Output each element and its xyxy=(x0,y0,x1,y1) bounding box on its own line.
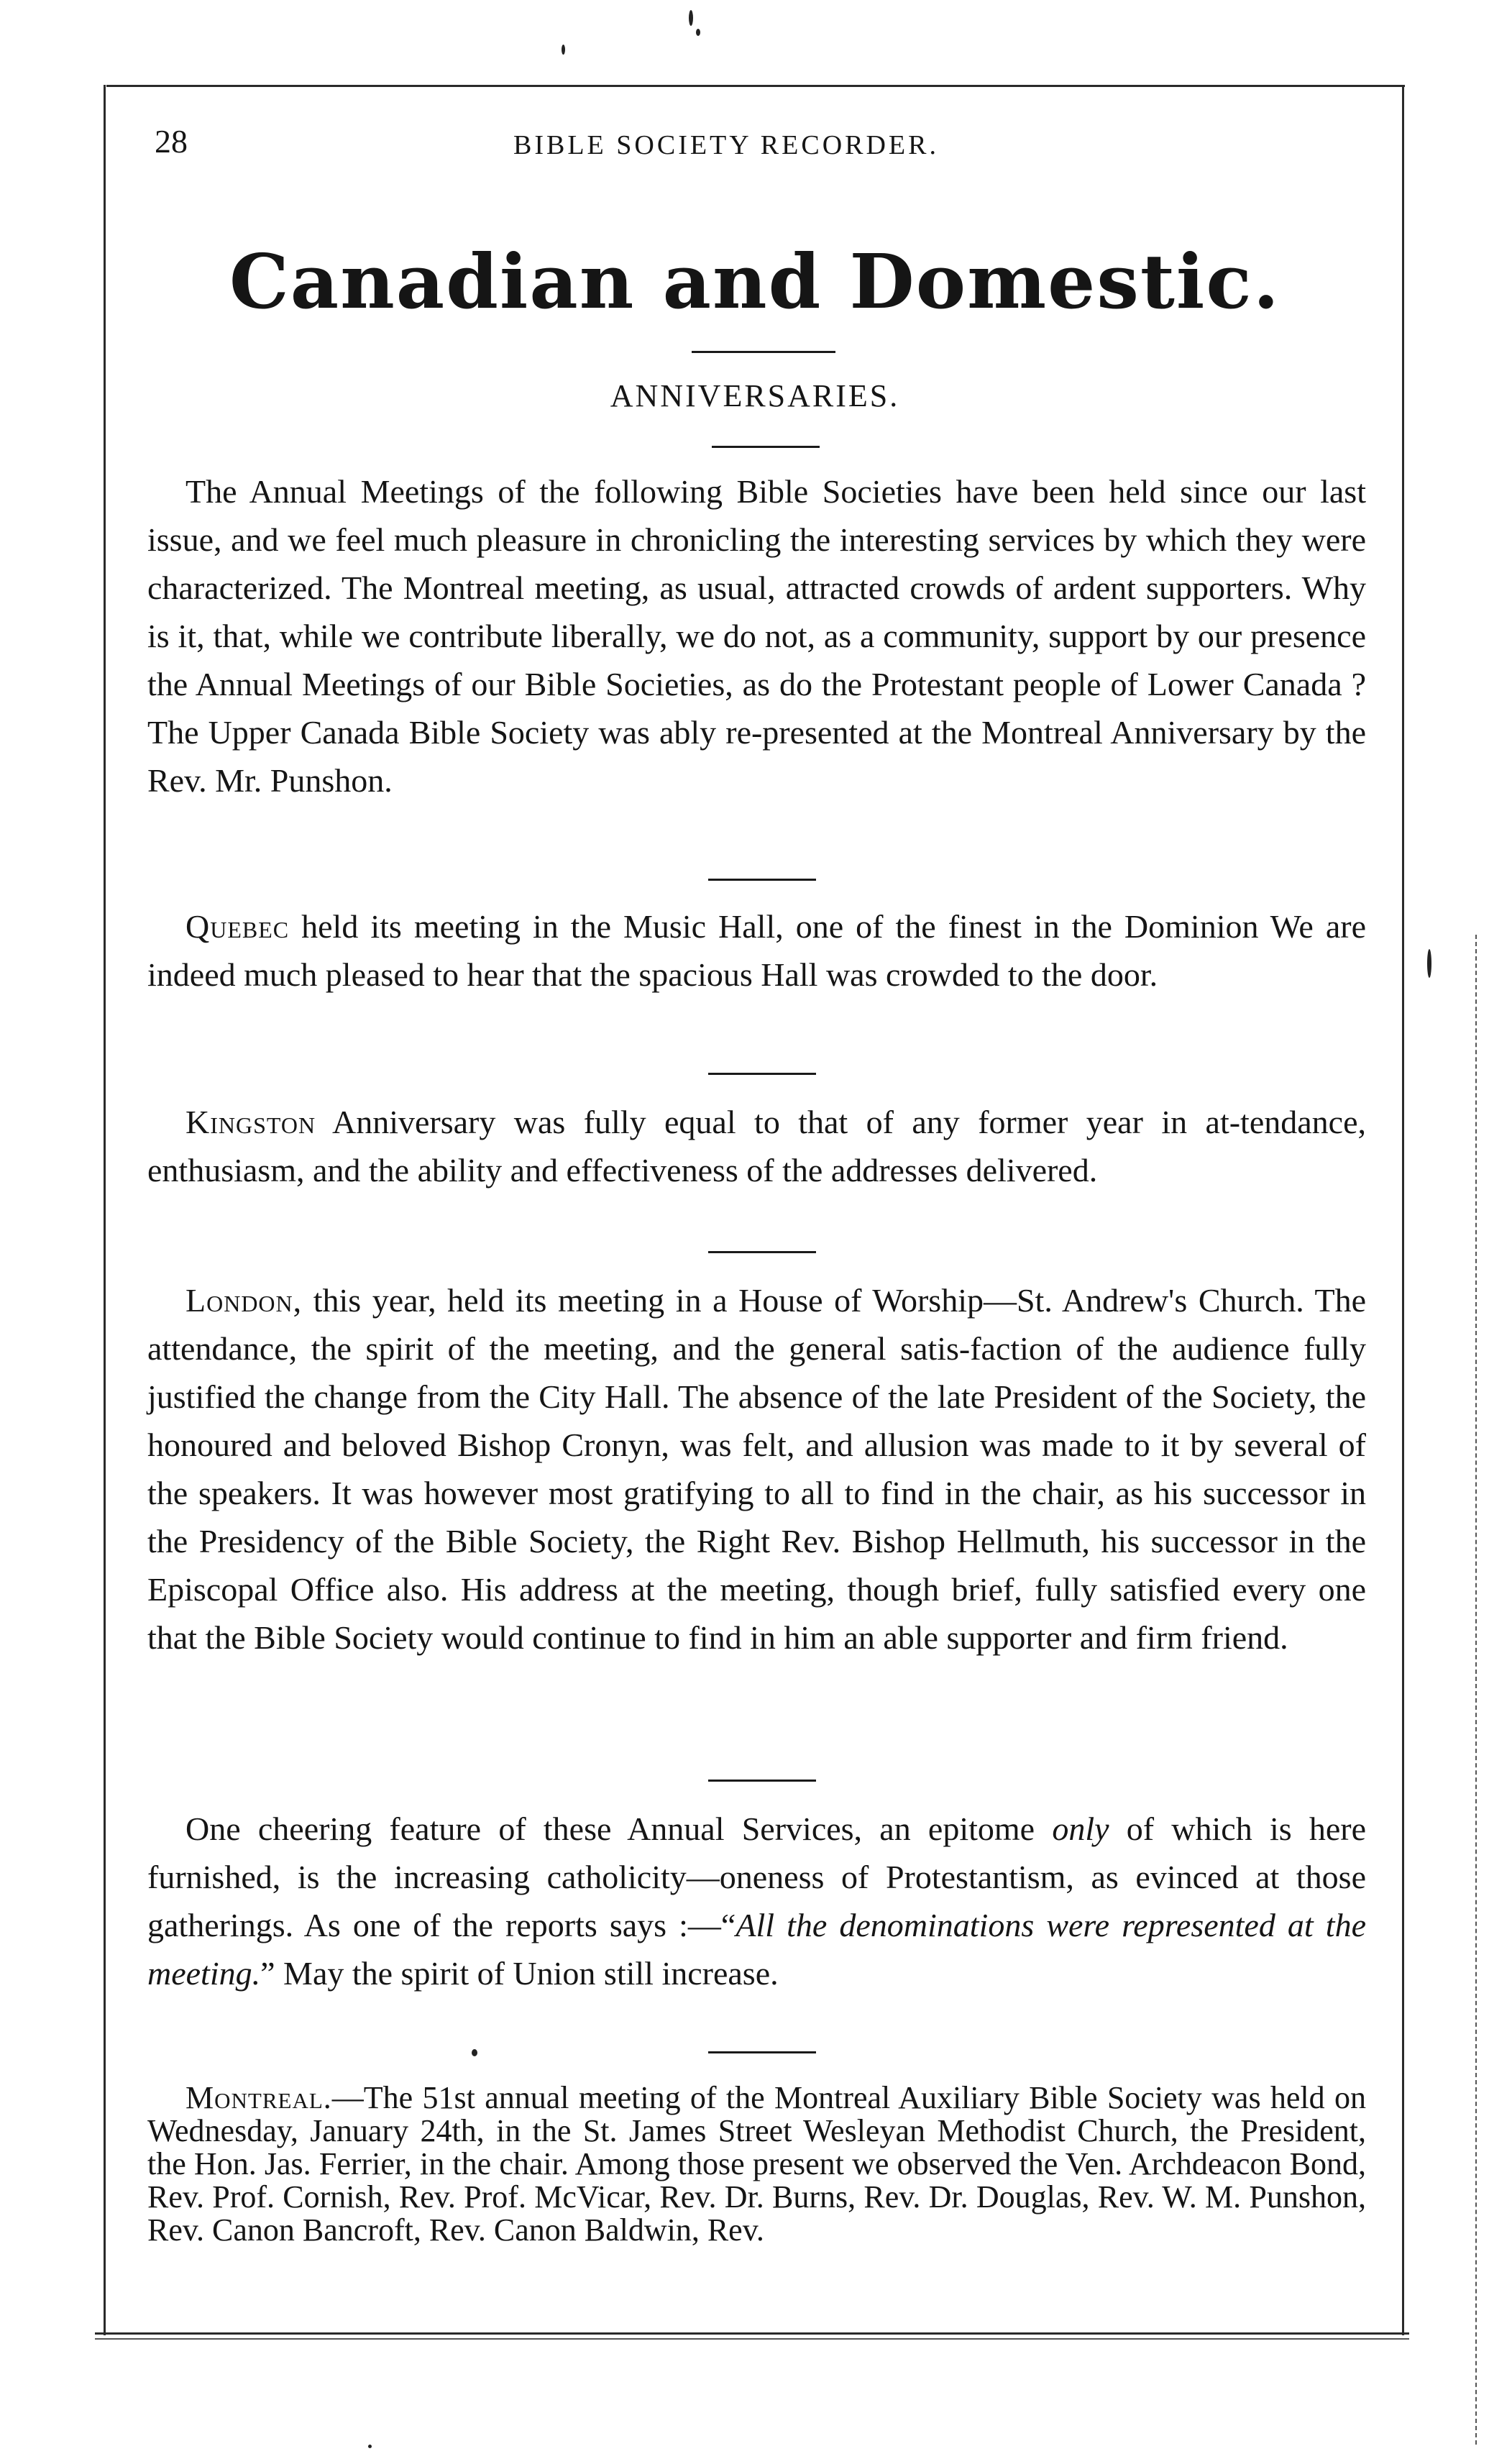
paragraph-lead: Kingston xyxy=(185,1104,316,1140)
paragraph-text: The Annual Meetings of the following Bible Societies have been held since our last issue, and we feel much pleasure in chronicling the interesting services by which they were characterized. The Montreal meeting, as usual, attracted crowds of ardent supporters. Why is it, that, while we contribute liberally, we do not, as a community, support by our presence the Annual Meetings of our Bible Societies, as do the Protestant people of Lower Canada ? The Upper Canada Bible Society was ably re-presented at the Montreal Anniversary by the Rev. Mr. Punshon. xyxy=(147,473,1366,799)
scan-speck xyxy=(689,10,693,26)
paragraph-text: —The 51st annual meeting of the Montreal Auxiliary Bible Society was held on Wednesday, January 24th, in the St. James Street Wesleyan Methodist Church, the President, the Hon. Jas. Ferrier, in the chair. Among those present we observed the Ven. Archdeacon Bond, Rev. Prof. Cornish, Rev. Prof. McVicar, Rev. Dr. Burns, Rev. Dr. Douglas, Rev. W. M. Punshon, Rev. Canon Bancroft, Rev. Canon Baldwin, Rev. xyxy=(147,2080,1366,2248)
paragraph-text: Anniversary was fully equal to that of any former year in at-tendance, enthusiasm, and the ability and effectiveness of the addresses delivered. xyxy=(147,1104,1366,1189)
quoted-report: All the denominations were represented at the meeting. xyxy=(147,1907,1366,1992)
scan-speck xyxy=(472,2049,477,2056)
paragraph-quebec xyxy=(147,902,1366,999)
paragraph-lead: London, xyxy=(185,1282,303,1319)
page-border-right xyxy=(1402,85,1404,2335)
section-title: Canadian and Domestic. xyxy=(229,237,1280,326)
running-head: BIBLE SOCIETY RECORDER. xyxy=(513,130,939,160)
emphasis-only: only xyxy=(1052,1810,1109,1847)
paragraph-divider xyxy=(708,879,816,881)
paragraph-text: held its meeting in the Music Hall, one of the finest in the Dominion We are indeed much pleased to hear that the spacious Hall was crowded to the door. xyxy=(147,908,1366,993)
paragraph-kingston xyxy=(147,1098,1366,1194)
paragraph-divider xyxy=(708,1780,816,1782)
page-border-bottom xyxy=(95,2332,1409,2335)
scan-speck xyxy=(1427,949,1431,978)
subtitle-divider xyxy=(712,446,820,448)
paragraph-text: of which is here furnished, is the increasing catholicity—oneness of Protestantism, as evinced at those gatherings. As one of the reports says :—“ xyxy=(147,1810,1366,1943)
paragraph-text: this year, held its meeting in a House of Worship—St. Andrew's Church. The attendance, the spirit of the meeting, and the general satis-faction of the audience fully justified the change from the City Hall. The absence of the late President of the Society, the honoured and beloved Bishop Cronyn, was felt, and allusion was made to it by several of the speakers. It was however most gratifying to all to find in the chair, as his successor in the Presidency of the Bible Society, the Right Rev. Bishop Hellmuth, his successor in the Episcopal Office also. His address at the meeting, though brief, fully satisfied every one that the Bible Society would continue to find in him an able supporter and firm friend. xyxy=(147,1282,1366,1656)
scan-speck xyxy=(562,45,565,55)
paragraph-divider xyxy=(708,2051,816,2053)
paragraph-lead: Montreal. xyxy=(185,2080,332,2115)
paragraph-text: One cheering feature of these Annual Services, an epitome xyxy=(185,1810,1053,1847)
paragraph-text: ” May the spirit of Union still increase. xyxy=(260,1955,779,1992)
page-border-left xyxy=(104,85,106,2335)
page-number: 28 xyxy=(155,123,188,160)
scan-edge-line xyxy=(1475,935,1477,2445)
paragraph-catholicity xyxy=(147,1805,1366,1997)
paragraph-lead: Quebec xyxy=(185,908,290,945)
title-divider xyxy=(692,351,835,353)
paragraph-london xyxy=(147,1276,1366,1662)
section-subtitle: ANNIVERSARIES. xyxy=(610,378,900,413)
scan-speck xyxy=(368,2445,372,2448)
page-border-bottom-double xyxy=(95,2338,1409,2340)
scan-speck xyxy=(696,29,700,36)
paragraph-montreal xyxy=(147,2081,1366,2247)
page-border-top xyxy=(106,85,1405,87)
paragraph-intro xyxy=(147,467,1366,805)
paragraph-divider xyxy=(708,1073,816,1075)
paragraph-divider xyxy=(708,1251,816,1253)
